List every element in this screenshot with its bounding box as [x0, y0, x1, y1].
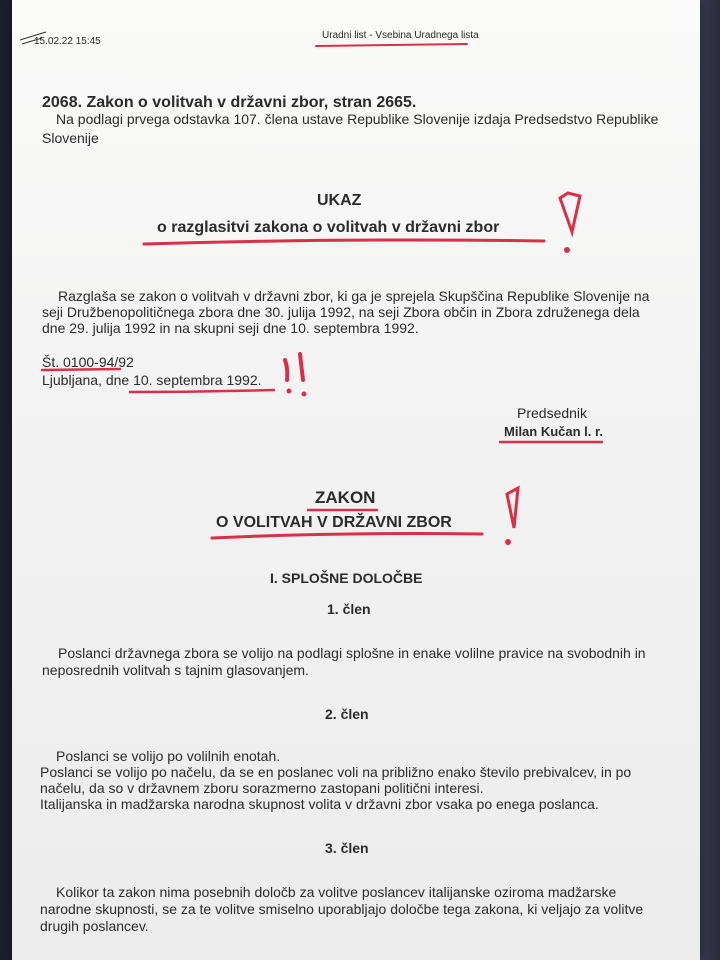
article-2-line-2: Poslanci se volijo po načelu, da se en poslanec voli na približno enako število prebivalcev, in po	[40, 764, 632, 780]
ukaz-subtitle: o razglasitvi zakona o volitvah v državni zbor	[157, 219, 500, 236]
exclamation-dot-1-date	[287, 389, 292, 394]
signature-role: Predsednik	[517, 405, 588, 421]
exclamation-2-date	[300, 354, 303, 380]
underline-ukaz-subtitle	[144, 240, 544, 244]
zakon-subtitle: O VOLITVAH V DRŽAVNI ZBOR	[216, 514, 452, 531]
article-3-line-3: drugih poslancev.	[40, 918, 149, 934]
underline-zakon-subtitle	[212, 534, 482, 539]
ukaz-paragraph-line-2: seji Družbenopolitičnega zbora dne 30. julija 1992, na seji Zbora občin in Zbora združenega dela	[42, 304, 640, 320]
print-timestamp: 15.02.22 15:45	[34, 36, 101, 47]
underline-date	[130, 390, 274, 392]
article-1-line-1: Poslanci državnega zbora se volijo na podlagi splošne in enake volilne pravice na svobodnih in	[58, 645, 646, 661]
exclamation-ukaz	[560, 193, 580, 232]
intro-line-2: Slovenije	[42, 130, 99, 146]
article-2-line-1: Poslanci se volijo po volilnih enotah.	[56, 748, 281, 764]
ukaz-paragraph-line-3: dne 29. julija 1992 in na skupni seji dne 10. septembra 1992.	[42, 320, 419, 336]
ukaz-title: UKAZ	[317, 192, 362, 209]
exclamation-1-date	[285, 360, 287, 380]
exclamation-dot-ukaz	[564, 247, 570, 253]
article-2-line-4: Italijanska in madžarska narodna skupnost volita v državni zbor vsaka po enega poslanca.	[40, 796, 599, 812]
article-3-line-1: Kolikor ta zakon nima posebnih določb za volitve poslancev italijanske oziroma madžarske	[56, 884, 617, 900]
underline-document-number	[42, 369, 120, 370]
law-heading: 2068. Zakon o volitvah v državni zbor, stran 2665.	[42, 94, 417, 111]
article-1-label: 1. člen	[327, 601, 371, 617]
article-1-line-2: neposrednih volitvah s tajnim glasovanjem.	[42, 662, 309, 678]
signature-name: Milan Kučan l. r.	[504, 424, 603, 439]
underline-header-source	[316, 44, 467, 46]
exclamation-dot-2-date	[302, 392, 307, 397]
exclamation-dot-zakon	[505, 539, 511, 545]
print-source: Uradni list - Vsebina Uradnega lista	[322, 30, 479, 41]
document-page	[12, 0, 700, 960]
article-2-label: 2. člen	[325, 706, 369, 722]
chapter-heading: I. SPLOŠNE DOLOČBE	[270, 570, 423, 586]
red-annotations	[12, 0, 700, 960]
exclamation-zakon	[507, 488, 518, 528]
document-number: Št. 0100-94/92	[42, 354, 134, 370]
article-2-line-3: načelu, da so v državnem zboru sorazmerno zastopani politični interesi.	[40, 780, 484, 796]
pen-scribble-timestamp	[20, 32, 46, 44]
intro-line-1: Na podlagi prvega odstavka 107. člena ustave Republike Slovenije izdaja Predsedstvo Republike	[56, 111, 659, 127]
place-and-date: Ljubljana, dne 10. septembra 1992.	[42, 372, 262, 388]
article-3-line-2: narodne skupnosti, se za te volitve smiselno uporabljajo določbe tega zakona, ki veljajo za volitve	[40, 901, 644, 917]
article-3-label: 3. člen	[325, 840, 369, 856]
zakon-title: ZAKON	[315, 488, 376, 507]
ukaz-paragraph-line-1: Razglaša se zakon o volitvah v državni zbor, ki ga je sprejela Skupščina Republike Slovenije na	[58, 288, 650, 304]
